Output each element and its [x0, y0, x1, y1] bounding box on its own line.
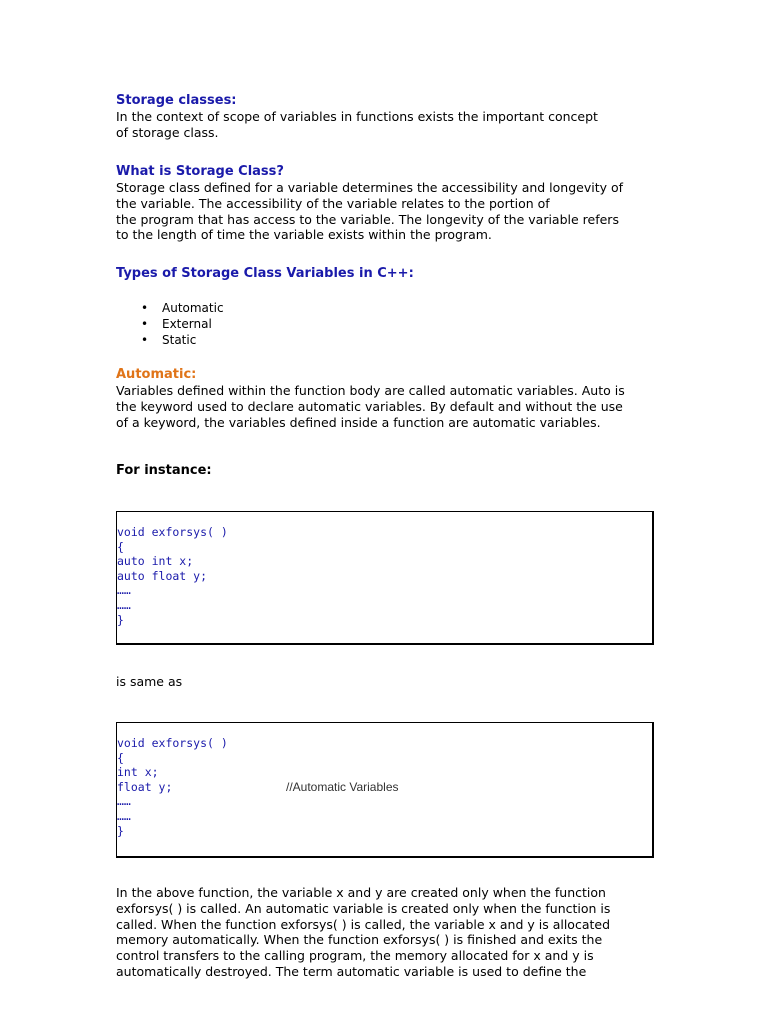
- automatic-heading: Automatic:: [116, 367, 197, 382]
- paragraph-line: of a keyword, the variables defined inside a function are automatic variables.: [116, 414, 601, 430]
- code-line: auto int x;: [117, 554, 194, 569]
- paragraph-line: the program that has access to the variable. The longevity of the variable refers: [116, 211, 619, 227]
- paragraph-line: to the length of time the variable exists within the program.: [116, 227, 492, 243]
- storage-classes-heading: Storage classes:: [116, 93, 237, 108]
- paragraph-line: automatically destroyed. The term automatic variable is used to define the: [116, 963, 587, 979]
- code-line: ……: [117, 597, 131, 612]
- section-storage-classes: [116, 93, 656, 141]
- list-item: • Automatic: [116, 300, 656, 316]
- code-block-implicit: [116, 722, 654, 858]
- paragraph-line: Variables defined within the function body are called automatic variables. Auto is: [116, 383, 625, 398]
- section-types: [116, 266, 656, 348]
- paragraph-line: the keyword used to declare automatic variables. By default and without the use: [116, 398, 623, 414]
- paragraph-line: the variable. The accessibility of the variable relates to the portion of: [116, 195, 550, 211]
- paragraph-line: of storage class.: [116, 124, 219, 140]
- section-automatic: [116, 367, 656, 430]
- code-line: }: [117, 823, 124, 838]
- code-line: {: [117, 750, 124, 765]
- paragraph-line: In the context of scope of variables in functions exists the important concept: [116, 109, 598, 124]
- is-same-as-text: is same as: [116, 674, 183, 689]
- list-item: • External: [116, 316, 656, 332]
- code-comment: //Automatic Variables: [286, 780, 399, 794]
- code-line: }: [117, 612, 124, 627]
- code-block-auto: [116, 511, 654, 645]
- code-line: void exforsys( ): [117, 525, 228, 539]
- types-list: [116, 300, 656, 348]
- paragraph-line: control transfers to the calling program, the memory allocated for x and y is: [116, 948, 594, 964]
- paragraph-line: called. When the function exforsys( ) is called, the variable x and y is allocated: [116, 916, 611, 932]
- paragraph-line: memory automatically. When the function exforsys( ) is finished and exits the: [116, 932, 603, 948]
- code-line: void exforsys( ): [117, 736, 228, 750]
- types-heading: Types of Storage Class Variables in C++:: [116, 266, 414, 281]
- code-line: auto float y;: [117, 568, 208, 583]
- for-instance-heading: For instance:: [116, 463, 212, 478]
- section-above-function: [116, 885, 656, 980]
- code-line: ……: [117, 794, 131, 809]
- code-line: ……: [117, 808, 131, 823]
- code-line: ……: [117, 583, 131, 598]
- code-line: int x;: [117, 765, 159, 780]
- what-is-storage-class-heading: What is Storage Class?: [116, 164, 284, 179]
- section-what-is-storage-class: [116, 164, 656, 243]
- paragraph-line: Storage class defined for a variable determines the accessibility and longevity of: [116, 180, 624, 195]
- paragraph-line: In the above function, the variable x and y are created only when the function: [116, 885, 606, 900]
- code-line: {: [117, 539, 124, 554]
- paragraph-line: exforsys( ) is called. An automatic variable is created only when the function is: [116, 900, 611, 916]
- list-item: • Static: [116, 332, 656, 348]
- code-line: float y;: [117, 779, 173, 794]
